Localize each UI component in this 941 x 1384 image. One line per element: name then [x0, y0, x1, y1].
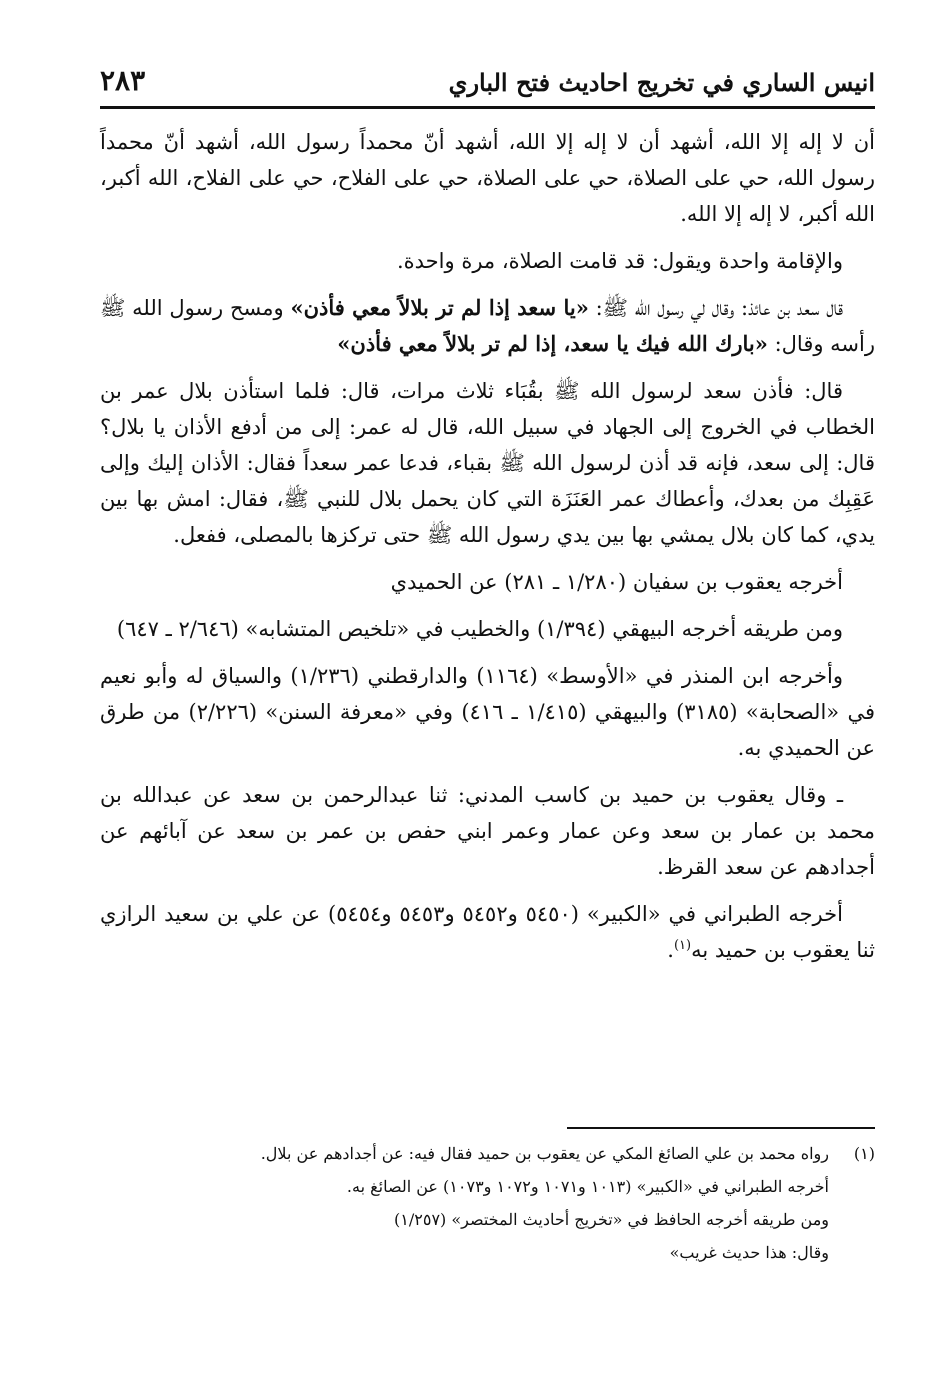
paragraph-bayhaqi-source: ومن طريقه أخرجه البيهقي (١/٣٩٤) والخطيب في «تلخيص المتشابه» (٢/٦٤٦ ـ ٦٤٧) [116, 617, 843, 641]
paragraph-saad-hadith [100, 290, 875, 362]
paragraph-iqama: والإقامة واحدة ويقول: قد قامت الصلاة، مرة واحدة. [396, 249, 843, 273]
narration-middle: ومسح رسول الله ﷺ رأسه وقال: [100, 296, 875, 356]
tabarani-text: أخرجه الطبراني في «الكبير» (٥٤٥٠ و٥٤٥٢ و٥٤٥٣ و٥٤٥٤) عن علي بن سعيد الرازي ثنا يعقوب بن حميد به [100, 902, 875, 962]
page-header [100, 62, 875, 109]
footnote-line [160, 1170, 875, 1203]
footnote-text: وقال: هذا حديث غريب» [669, 1243, 829, 1262]
paragraph-adhan: أن لا إله إلا الله، أشهد أن لا إله إلا الله، أشهد أنّ محمداً رسول الله، أشهد أنّ محمداً رسول الله، حي على الصلاة، حي على الصلاة، حي على الفلاح، حي على الفلاح، الله أكبر، الله أكبر، لا إله إلا الله. [100, 130, 875, 226]
footnote-text: ومن طريقه أخرجه الحافظ في «تخريج أحاديث المختصر» (١/٢٥٧) [394, 1210, 829, 1229]
footnote-text: رواه محمد بن علي الصائغ المكي عن يعقوب بن حميد فقال فيه: عن أجدادهم عن بلال. [260, 1144, 829, 1163]
quote-prophet-2: «بارك الله فيك يا سعد، إذا لم تر بلالاً معي فأذن» [337, 331, 768, 356]
footnote-line [160, 1203, 875, 1236]
paragraph-quba: قال: فأذن سعد لرسول الله ﷺ بقُبَاء ثلاث مرات، قال: فلما استأذن بلال عمر بن الخطاب في الخروج إلى الجهاد في سبيل الله، قال له عمر: إلى من أدفع الأذان يا بلال؟ قال: إلى سعد، فإنه قد أذن لرسول الله ﷺ بقباء، فدعا عمر سعداً فقال: الأذان إليك وإلى عَقِبِك من بعدك، وأعطاك عمر العَنَزَة التي كان يحمل بلال للنبي ﷺ، فقال: امش بها بين يدي، كما كان بلال يمشي بها بين يدي رسول الله ﷺ حتى تركزها بالمصلى، ففعل. [100, 379, 875, 547]
footnote-number: (١) [853, 1144, 875, 1163]
paragraph-yaqub-bin-humaid: ـ وقال يعقوب بن حميد بن كاسب المدني: ثنا عبدالرحمن بن سعد عن عبدالله بن محمد بن عمار بن سعد وعن عمار وعمر ابني حفص بن عمر بن سعد عن آبائهم عن أجدادهم عن سعد القرظ. [100, 783, 875, 879]
running-title: انيس الساري في تخريج احاديث فتح الباري [448, 68, 875, 97]
main-text [100, 124, 875, 979]
paragraph-ibn-mundhir-source: وأخرجه ابن المنذر في «الأوسط» (١١٦٤) والدارقطني (١/٢٣٦) والسياق له وأبو نعيم في «الصحابة» (٣١٨٥) والبيهقي (١/٤١٥ ـ ٤١٦) وفي «معرفة السنن» (٢/٢٢٦) من طرق عن الحميدي به. [100, 664, 875, 760]
paragraph-yaqub-source: أخرجه يعقوب بن سفيان (١/٢٨٠ ـ ٢٨١) عن الحميدي [390, 570, 843, 594]
footnote-reference: (١) [673, 938, 692, 953]
footnote-line [160, 1236, 875, 1269]
footnote-text: أخرجه الطبراني في «الكبير» (١٠١٣ و١٠٧١ و١٠٧٢ و١٠٧٣) عن الصائغ به. [346, 1177, 829, 1196]
footnote-separator [567, 1127, 875, 1129]
footnotes [160, 1137, 875, 1269]
paragraph-tabarani-source: أخرجه الطبراني في «الكبير» (٥٤٥٠ و٥٤٥٢ و٥٤٥٣ و٥٤٥٤) عن علي بن سعيد الرازي ثنا يعقوب بن حميد به$^{(١)}$. [100, 902, 875, 962]
footnote-line [160, 1137, 875, 1170]
page-number: ٢٨٣ [100, 64, 146, 97]
narration-intro: قال سعد بن عائذ: وقال لي رسول الله ﷺ: [588, 296, 843, 320]
quote-prophet-1: «يا سعد إذا لم تر بلالاً معي فأذن» [290, 295, 589, 320]
